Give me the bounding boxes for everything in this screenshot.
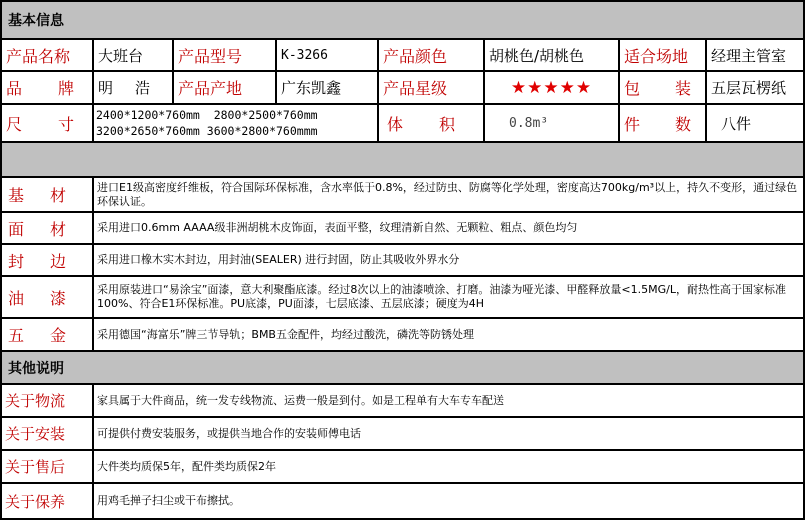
pieces-label <box>620 105 705 141</box>
note-logistics-label: 关于物流 <box>2 385 92 416</box>
size-label <box>2 105 92 141</box>
brand-value-char1: 明 <box>98 79 114 97</box>
material-paint-label-char1: 油 <box>8 288 25 308</box>
brand-value-char2: 浩 <box>135 79 151 97</box>
material-base-label <box>2 178 92 211</box>
rating-stars <box>485 72 618 103</box>
note-install-label: 关于安装 <box>2 418 92 449</box>
pieces-label-char2: 数 <box>674 114 691 134</box>
other-info-title: 其他说明 <box>8 360 64 377</box>
rating-label: 产品星级 <box>379 72 483 103</box>
material-surface-label-char1: 面 <box>8 219 25 239</box>
material-paint-text: 采用原装进口“易涂宝”面漆，意大利聚酯底漆。经过8次以上的油漆喷涂、打磨。油漆为哑光漆、甲醛释放量<1.5MG/L，耐热性高于国家标准100%、符合E1环保标准。PU底漆，PU面漆，七层底漆、五层底漆；硬度为4H <box>94 277 803 317</box>
note-maintenance-label: 关于保养 <box>2 484 92 518</box>
volume-label <box>379 105 483 141</box>
size-line-1: 2400*1200*760mm 2800*2500*760mm <box>96 108 318 122</box>
section-separator <box>2 143 803 176</box>
material-hardware-label-char1: 五 <box>8 326 25 345</box>
brand-label <box>2 72 92 103</box>
size-values <box>94 105 377 141</box>
volume-label-char2: 积 <box>438 114 455 134</box>
packing-label-char2: 装 <box>674 79 691 98</box>
material-edge-label-char1: 封 <box>8 251 25 271</box>
product-name-label: 产品名称 <box>2 40 92 70</box>
material-surface-label-char2: 材 <box>49 219 66 239</box>
material-edge-label <box>2 245 92 275</box>
material-edge-label-char2: 边 <box>49 251 66 271</box>
product-model-value: K-3266 <box>277 40 377 70</box>
material-base-text: 进口E1级高密度纤维板，符合国际环保标准，含水率低于0.8%，经过防虫、防腐等化学处理，密度高达700kg/m³以上，持久不变形，通过绿色环保认证。 <box>94 178 803 211</box>
size-label-char2: 寸 <box>57 114 74 134</box>
material-hardware-label-char2: 金 <box>49 326 66 345</box>
suitable-place-label: 适合场地 <box>620 40 705 70</box>
pieces-value: 八件 <box>707 105 803 141</box>
material-hardware-label <box>2 319 92 350</box>
material-base-label-char1: 基 <box>8 186 25 205</box>
other-info-header <box>2 352 803 383</box>
pieces-label-char1: 件 <box>624 114 641 134</box>
suitable-place-value: 经理主管室 <box>707 40 803 70</box>
note-aftersales-label: 关于售后 <box>2 451 92 482</box>
material-surface-text: 采用进口0.6mm AAAA级非洲胡桃木皮饰面，表面平整，纹理清新自然、无颗粒、粗点、颜色均匀 <box>94 213 803 243</box>
packing-value: 五层瓦楞纸 <box>707 72 803 103</box>
note-aftersales-text: 大件类均质保5年，配件类均质保2年 <box>94 451 803 482</box>
product-name-value: 大班台 <box>94 40 172 70</box>
material-paint-label <box>2 277 92 317</box>
material-hardware-text: 采用德国“海富乐”牌三节导轨；BMB五金配件，均经过酸洗，磷洗等防锈处理 <box>94 319 803 350</box>
origin-value: 广东凯鑫 <box>277 72 377 103</box>
origin-label: 产品产地 <box>174 72 275 103</box>
packing-label-char1: 包 <box>624 79 641 98</box>
star-icon: ★★★★★ <box>510 77 593 98</box>
note-logistics-text: 家具属于大件商品，统一发专线物流、运费一般是到付。如是工程单有大车专车配送 <box>94 385 803 416</box>
note-install-text: 可提供付费安装服务，或提供当地合作的安装师傅电话 <box>94 418 803 449</box>
material-paint-label-char2: 漆 <box>49 288 66 308</box>
product-model-label: 产品型号 <box>174 40 275 70</box>
product-color-label: 产品颜色 <box>379 40 483 70</box>
note-maintenance-text: 用鸡毛掸子扫尘或干布擦拭。 <box>94 484 803 518</box>
volume-label-char1: 体 <box>387 114 404 134</box>
material-surface-label <box>2 213 92 243</box>
size-line-2: 3200*2650*760mm 3600*2800*760mmm <box>96 124 318 138</box>
product-color-value: 胡桃色/胡桃色 <box>485 40 618 70</box>
basic-info-title: 基本信息 <box>8 13 64 29</box>
brand-value <box>94 72 172 103</box>
brand-label-char2: 牌 <box>57 79 74 98</box>
basic-info-header <box>2 2 803 38</box>
packing-label <box>620 72 705 103</box>
material-edge-text: 采用进口橡木实木封边，用封油(SEALER) 进行封固，防止其吸收外界水分 <box>94 245 803 275</box>
brand-label-char1: 品 <box>6 79 23 98</box>
volume-value: 0.8m³ <box>485 105 618 141</box>
material-base-label-char2: 材 <box>49 186 66 205</box>
size-label-char1: 尺 <box>6 114 23 134</box>
